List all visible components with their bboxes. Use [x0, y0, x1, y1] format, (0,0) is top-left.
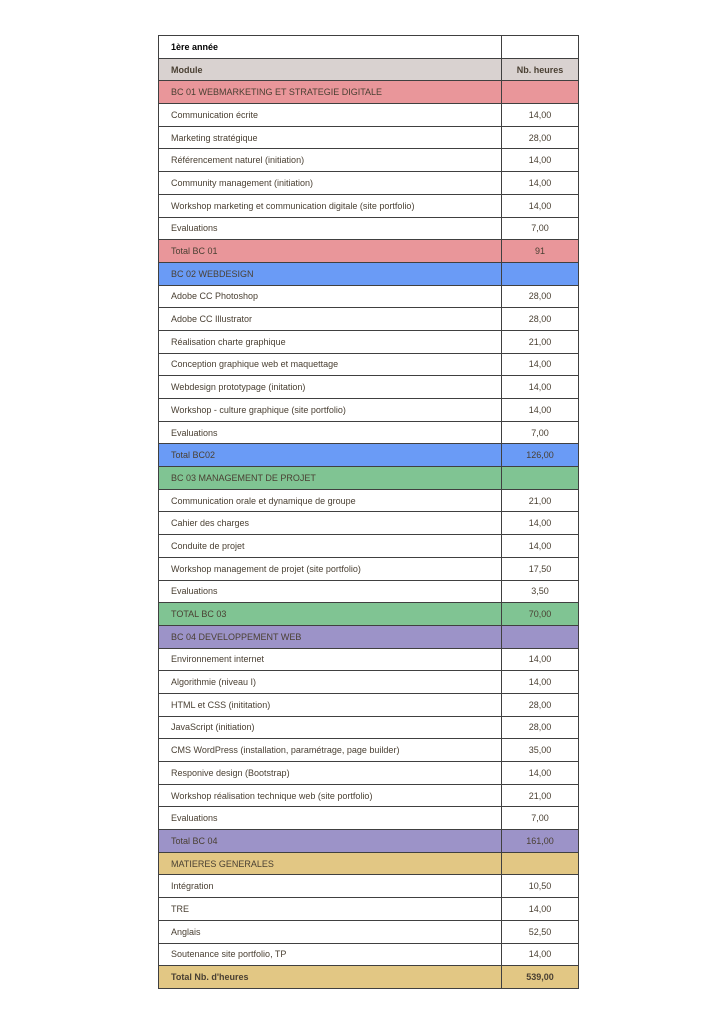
- section-header-bc03: [159, 467, 579, 490]
- table-row: [159, 557, 579, 580]
- module-name: Evaluations: [159, 421, 502, 444]
- module-name: Adobe CC Illustrator: [159, 308, 502, 331]
- module-name: Conception graphique web et maquettage: [159, 353, 502, 376]
- total-value: 70,00: [502, 603, 579, 626]
- year-row: [159, 36, 579, 59]
- module-name: Cahier des charges: [159, 512, 502, 535]
- total-label: TOTAL BC 03: [159, 603, 502, 626]
- module-name: Conduite de projet: [159, 535, 502, 558]
- table-row: [159, 671, 579, 694]
- module-name: Workshop management de projet (site portfolio): [159, 557, 502, 580]
- column-header-row: [159, 58, 579, 81]
- module-hours: 28,00: [502, 693, 579, 716]
- section-total-bc03: [159, 603, 579, 626]
- grand-total-label: Total Nb. d'heures: [159, 966, 502, 989]
- grand-total-row: [159, 966, 579, 989]
- table-row: [159, 399, 579, 422]
- module-name: Marketing stratégique: [159, 126, 502, 149]
- module-name: Community management (initiation): [159, 172, 502, 195]
- module-hours: 14,00: [502, 898, 579, 921]
- module-hours: 14,00: [502, 762, 579, 785]
- module-name: Adobe CC Photoshop: [159, 285, 502, 308]
- module-hours: 14,00: [502, 535, 579, 558]
- module-name: Référencement naturel (initiation): [159, 149, 502, 172]
- table-row: [159, 489, 579, 512]
- module-hours: 14,00: [502, 194, 579, 217]
- section-header-bc04: [159, 625, 579, 648]
- table-row: [159, 875, 579, 898]
- total-label: Total BC 01: [159, 240, 502, 263]
- module-hours: 28,00: [502, 285, 579, 308]
- module-name: Intégration: [159, 875, 502, 898]
- module-hours: 28,00: [502, 308, 579, 331]
- module-hours: 21,00: [502, 784, 579, 807]
- module-name: Soutenance site portfolio, TP: [159, 943, 502, 966]
- section-total-bc01: [159, 240, 579, 263]
- table-row: [159, 648, 579, 671]
- table-row: [159, 172, 579, 195]
- table-row: [159, 920, 579, 943]
- hours-column-header: Nb. heures: [502, 58, 579, 81]
- module-hours: 52,50: [502, 920, 579, 943]
- module-hours: 28,00: [502, 126, 579, 149]
- section-title: BC 03 MANAGEMENT DE PROJET: [159, 467, 502, 490]
- section-total-bc04: [159, 830, 579, 853]
- table-row: [159, 580, 579, 603]
- module-name: HTML et CSS (inititation): [159, 693, 502, 716]
- module-hours: 14,00: [502, 353, 579, 376]
- module-hours: 7,00: [502, 421, 579, 444]
- module-name: Evaluations: [159, 580, 502, 603]
- module-name: Webdesign prototypage (initation): [159, 376, 502, 399]
- table-row: [159, 330, 579, 353]
- module-hours: 21,00: [502, 330, 579, 353]
- module-hours: 10,50: [502, 875, 579, 898]
- section-header-bc01: [159, 81, 579, 104]
- table-row: [159, 353, 579, 376]
- section-title: BC 01 WEBMARKETING ET STRATEGIE DIGITALE: [159, 81, 502, 104]
- section-header-matieres-generales: [159, 852, 579, 875]
- module-name: Communication écrite: [159, 104, 502, 127]
- section-total-bc02: [159, 444, 579, 467]
- section-empty-cell: [502, 852, 579, 875]
- table-row: [159, 376, 579, 399]
- table-row: [159, 308, 579, 331]
- module-name: Evaluations: [159, 217, 502, 240]
- module-hours: 21,00: [502, 489, 579, 512]
- module-hours: 35,00: [502, 739, 579, 762]
- table-row: [159, 126, 579, 149]
- module-name: Workshop marketing et communication digitale (site portfolio): [159, 194, 502, 217]
- section-empty-cell: [502, 467, 579, 490]
- table-row: [159, 898, 579, 921]
- module-name: Environnement internet: [159, 648, 502, 671]
- module-hours: 14,00: [502, 172, 579, 195]
- year-label: 1ère année: [159, 36, 502, 59]
- module-name: Workshop réalisation technique web (site portfolio): [159, 784, 502, 807]
- total-value: 161,00: [502, 830, 579, 853]
- total-value: 126,00: [502, 444, 579, 467]
- module-hours: 14,00: [502, 671, 579, 694]
- section-empty-cell: [502, 81, 579, 104]
- module-hours: 14,00: [502, 104, 579, 127]
- module-hours: 28,00: [502, 716, 579, 739]
- table-row: [159, 194, 579, 217]
- module-hours: 14,00: [502, 943, 579, 966]
- table-row: [159, 762, 579, 785]
- module-name: Algorithmie (niveau I): [159, 671, 502, 694]
- total-label: Total BC 04: [159, 830, 502, 853]
- table-row: [159, 807, 579, 830]
- module-hours: 14,00: [502, 149, 579, 172]
- section-empty-cell: [502, 625, 579, 648]
- grand-total-value: 539,00: [502, 966, 579, 989]
- table-row: [159, 535, 579, 558]
- module-name: Evaluations: [159, 807, 502, 830]
- hours-table: [158, 35, 579, 989]
- module-name: Réalisation charte graphique: [159, 330, 502, 353]
- module-name: Anglais: [159, 920, 502, 943]
- module-hours: 14,00: [502, 376, 579, 399]
- table-row: [159, 285, 579, 308]
- total-label: Total BC02: [159, 444, 502, 467]
- module-name: Responive design (Bootstrap): [159, 762, 502, 785]
- table-row: [159, 716, 579, 739]
- module-hours: 14,00: [502, 399, 579, 422]
- table-row: [159, 693, 579, 716]
- module-name: CMS WordPress (installation, paramétrage, page builder): [159, 739, 502, 762]
- module-hours: 14,00: [502, 648, 579, 671]
- year-empty-cell: [502, 36, 579, 59]
- module-hours: 17,50: [502, 557, 579, 580]
- module-hours: 14,00: [502, 512, 579, 535]
- table-row: [159, 104, 579, 127]
- section-empty-cell: [502, 262, 579, 285]
- table-row: [159, 739, 579, 762]
- section-title: BC 04 DEVELOPPEMENT WEB: [159, 625, 502, 648]
- module-column-header: Module: [159, 58, 502, 81]
- section-title: BC 02 WEBDESIGN: [159, 262, 502, 285]
- module-name: JavaScript (initiation): [159, 716, 502, 739]
- section-title: MATIERES GENERALES: [159, 852, 502, 875]
- module-name: TRE: [159, 898, 502, 921]
- table-row: [159, 421, 579, 444]
- module-name: Communication orale et dynamique de groupe: [159, 489, 502, 512]
- table-row: [159, 943, 579, 966]
- table-row: [159, 217, 579, 240]
- total-value: 91: [502, 240, 579, 263]
- module-name: Workshop - culture graphique (site portfolio): [159, 399, 502, 422]
- module-hours: 3,50: [502, 580, 579, 603]
- section-header-bc02: [159, 262, 579, 285]
- table-row: [159, 784, 579, 807]
- module-hours: 7,00: [502, 807, 579, 830]
- table-row: [159, 512, 579, 535]
- table-row: [159, 149, 579, 172]
- module-hours: 7,00: [502, 217, 579, 240]
